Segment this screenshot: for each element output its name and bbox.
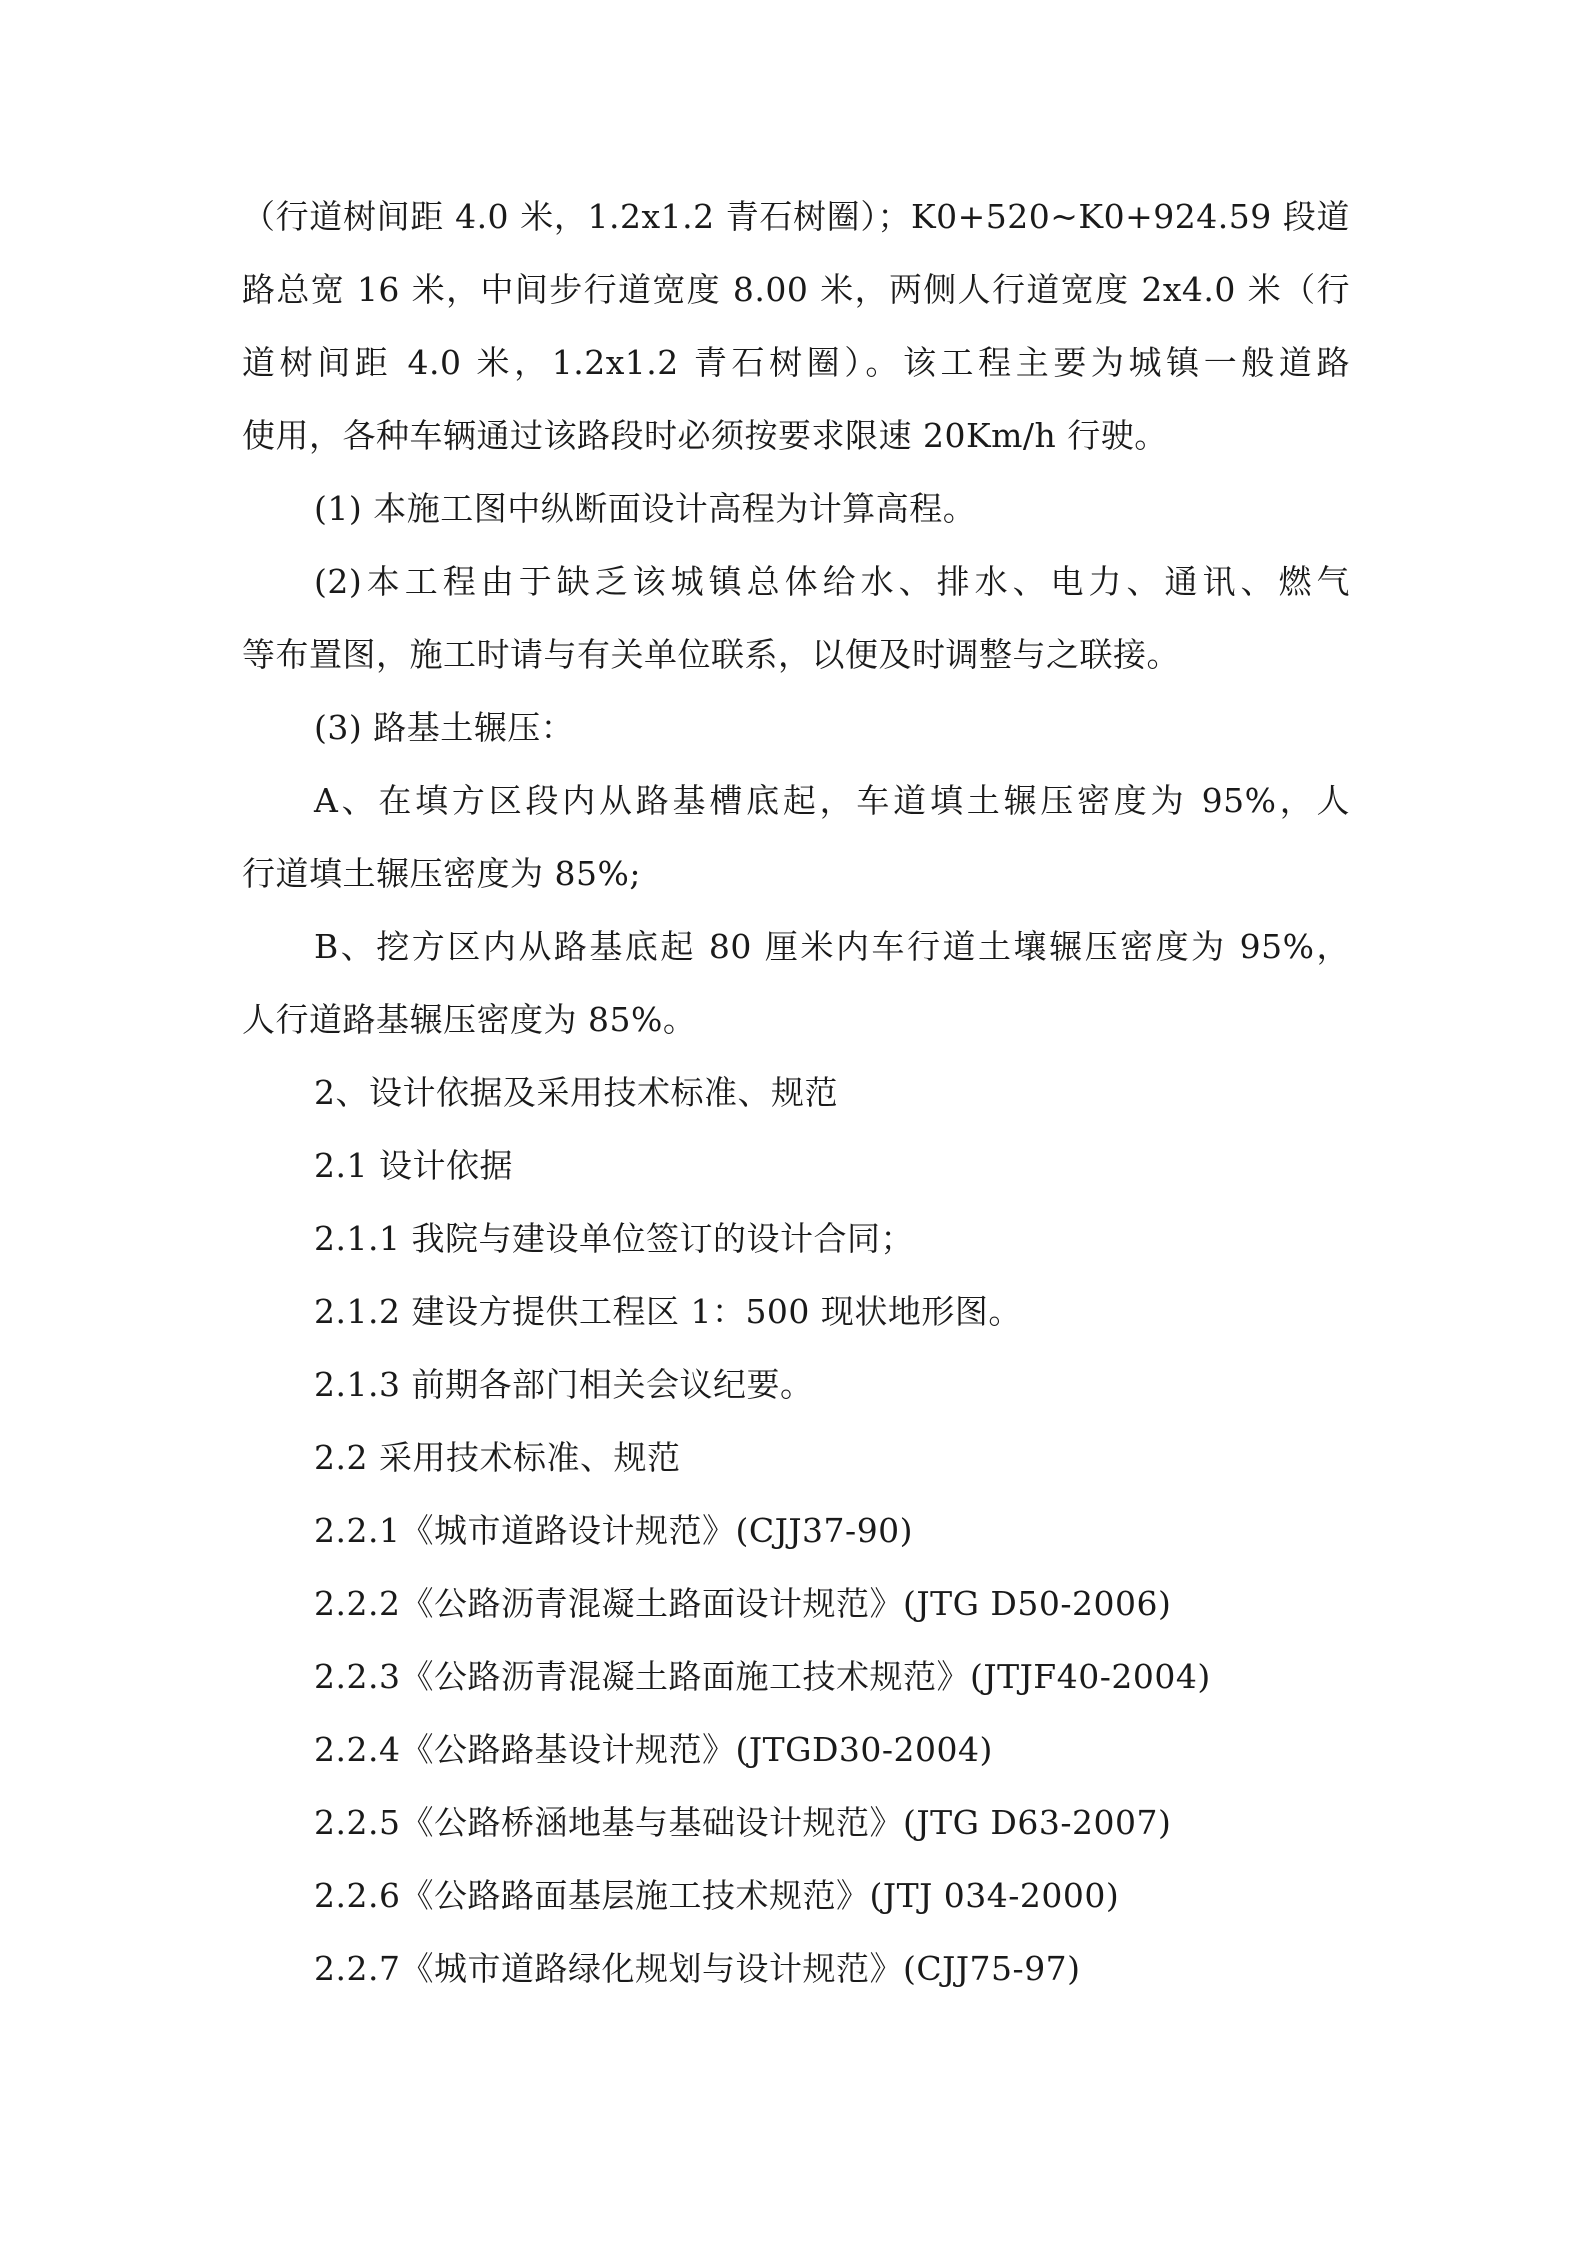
item-a-line: A、在填方区段内从路基槽底起，车道填土辗压密度为 95%，人 <box>314 781 1350 820</box>
section-heading: 2、设计依据及采用技术标准、规范 <box>314 1073 838 1112</box>
item-a-line: 行道填土辗压密度为 85%; <box>242 854 641 893</box>
standard-item: 2.2.2《公路沥青混凝土路面设计规范》(JTG D50-2006) <box>314 1584 1172 1623</box>
subsection-heading: 2.2 采用技术标准、规范 <box>314 1438 681 1477</box>
note-1: (1) 本施工图中纵断面设计高程为计算高程。 <box>314 489 977 528</box>
item-b-line: 人行道路基辗压密度为 85%。 <box>242 1000 697 1039</box>
paragraph-line: 路总宽 16 米，中间步行道宽度 8.00 米，两侧人行道宽度 2x4.0 米（行 <box>242 270 1350 309</box>
standard-item: 2.2.3《公路沥青混凝土路面施工技术规范》(JTJF40-2004) <box>314 1657 1211 1696</box>
paragraph-line: 使用，各种车辆通过该路段时必须按要求限速 20Km/h 行驶。 <box>242 416 1168 455</box>
standard-item: 2.2.1《城市道路设计规范》(CJJ37-90) <box>314 1511 914 1550</box>
paragraph-line: （行道树间距 4.0 米，1.2x1.2 青石树圈）；K0+520~K0+924.59 段道 <box>242 197 1350 236</box>
basis-item: 2.1.3 前期各部门相关会议纪要。 <box>314 1365 814 1404</box>
item-b-line: B、挖方区内从路基底起 80 厘米内车行道土壤辗压密度为 95%， <box>314 927 1350 966</box>
note-3: (3) 路基土辗压： <box>314 708 575 747</box>
standard-item: 2.2.6《公路路面基层施工技术规范》(JTJ 034-2000) <box>314 1876 1120 1915</box>
standard-item: 2.2.7《城市道路绿化规划与设计规范》(CJJ75-97) <box>314 1949 1081 1988</box>
document-body <box>242 180 1350 2005</box>
note-2-line: (2)本工程由于缺乏该城镇总体给水、排水、电力、通讯、燃气 <box>314 562 1350 601</box>
subsection-heading: 2.1 设计依据 <box>314 1146 513 1185</box>
standard-item: 2.2.4《公路路基设计规范》(JTGD30-2004) <box>314 1730 993 1769</box>
paragraph-line: 道树间距 4.0 米，1.2x1.2 青石树圈）。该工程主要为城镇一般道路 <box>242 343 1350 382</box>
standard-item: 2.2.5《公路桥涵地基与基础设计规范》(JTG D63-2007) <box>314 1803 1172 1842</box>
basis-item: 2.1.2 建设方提供工程区 1：500 现状地形图。 <box>314 1292 1022 1331</box>
basis-item: 2.1.1 我院与建设单位签订的设计合同； <box>314 1219 914 1258</box>
note-2-line: 等布置图，施工时请与有关单位联系，以便及时调整与之联接。 <box>242 635 1180 674</box>
